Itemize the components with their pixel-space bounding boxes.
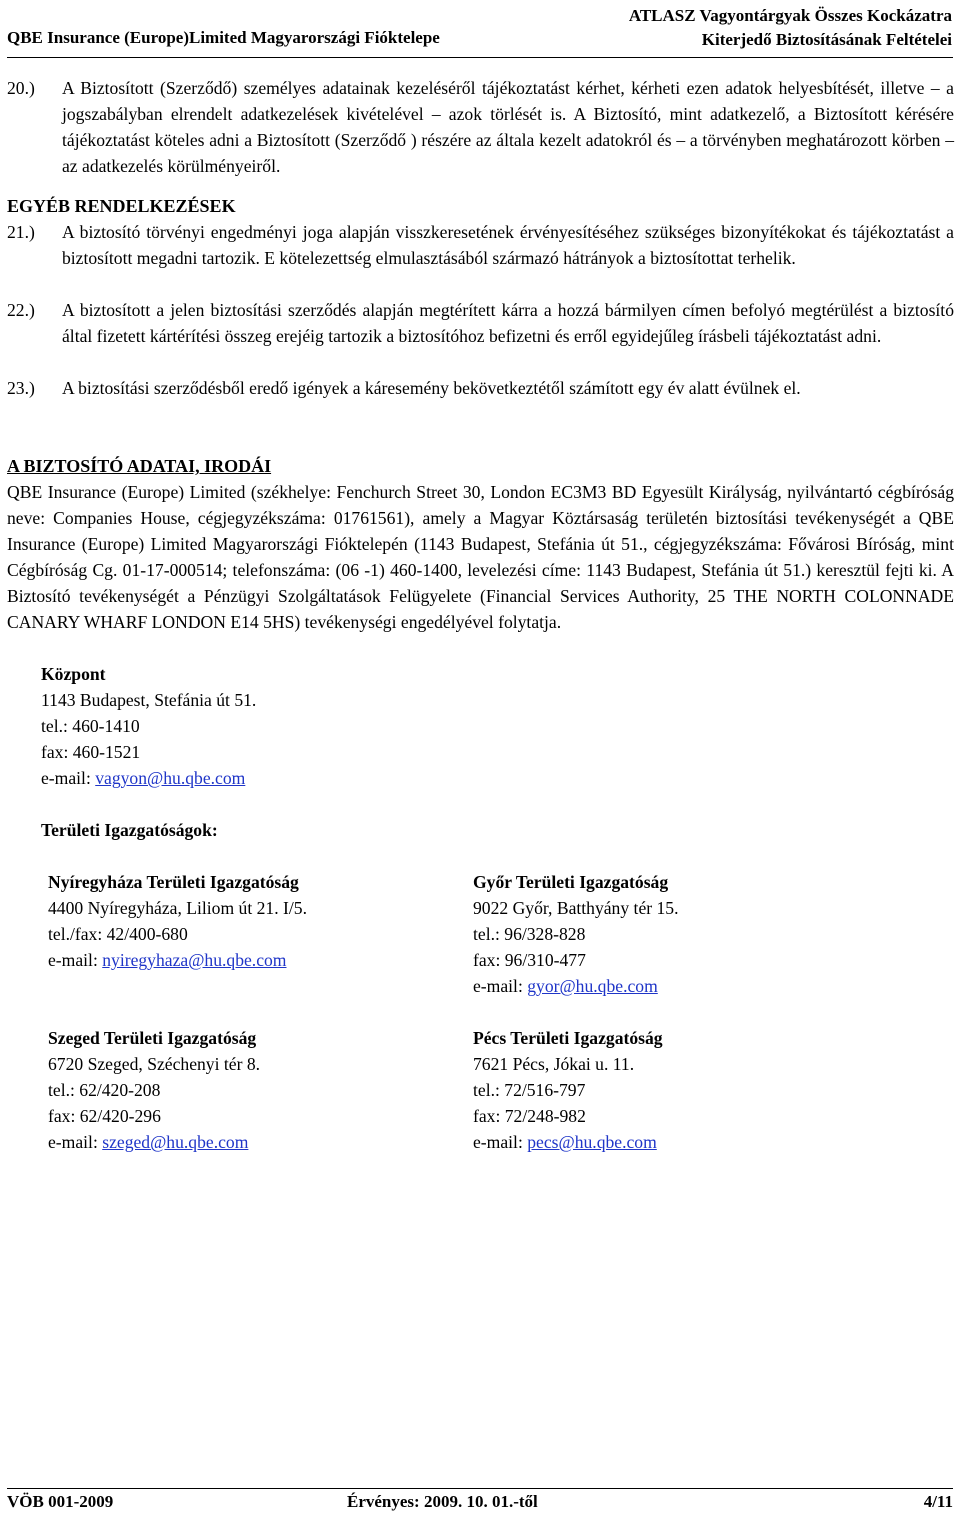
office-gyor: [473, 869, 898, 999]
office-email-line: [48, 947, 473, 973]
header-divider: [7, 57, 953, 58]
office-title: Győr Területi Igazgatóság: [473, 872, 669, 892]
central-office-block: [41, 661, 954, 843]
regional-offices-title: Területi Igazgatóságok:: [41, 820, 218, 840]
central-office-email-link[interactable]: vagyon@hu.qbe.com: [95, 768, 246, 788]
central-office-address: 1143 Budapest, Stefánia út 51.: [41, 690, 257, 710]
office-email-link[interactable]: gyor@hu.qbe.com: [527, 976, 658, 996]
paragraph-23: [7, 375, 954, 401]
office-address: 6720 Szeged, Széchenyi tér 8.: [48, 1054, 261, 1074]
email-label: e-mail:: [41, 768, 96, 788]
paragraph-number: 20.): [7, 78, 35, 98]
page-content: [7, 75, 954, 1155]
footer-valid-from: Érvényes: 2009. 10. 01.-től: [347, 1492, 538, 1511]
office-email-line: [473, 973, 898, 999]
footer-document-code: VÖB 001-2009: [7, 1492, 114, 1511]
email-label: e-mail:: [473, 976, 528, 996]
office-email-link[interactable]: szeged@hu.qbe.com: [102, 1132, 249, 1152]
paragraph-20: [7, 75, 954, 179]
footer-page-number: 4/11: [923, 1492, 953, 1511]
central-office-fax: fax: 460-1521: [41, 742, 141, 762]
paragraph-number: 22.): [7, 300, 35, 320]
paragraph-text: A Biztosított (Szerződő) személyes adatainak kezeléséről tájékoztatást kérhet, kérheti ezen adatok helyesbítését, illetve – a jogszabályban elrendelt adatkezelések kivételével – azok törlését is. A Biztosító, mint adatkezelő, a Biztosított kérésére tájékoztatást köteles adni a Biztosított (Szerződő ) részére az általa kezelt adatokról és – a törvényben meghatározott körben – az adatkezelés körülményeiről.: [62, 78, 954, 176]
regional-offices-row-2: [48, 1025, 954, 1155]
office-tel: tel.: 96/328-828: [473, 924, 586, 944]
office-tel: tel.: 62/420-208: [48, 1080, 161, 1100]
central-office-email-line: [41, 765, 954, 791]
header-title-line1: ATLASZ Vagyontárgyak Összes Kockázatra: [628, 6, 952, 25]
footer-divider: [7, 1488, 953, 1489]
paragraph-text: A biztosító törvényi engedményi joga alapján visszkeresetének érvényesítéséhez szükséges bizonyítékokat és tájékoztatást a biztosított megadni tartozik. E kötelezettség elmulasztásából származó hátrányok a biztosítottat terhelik.: [62, 222, 954, 268]
paragraph-number: 23.): [7, 378, 35, 398]
office-email-link[interactable]: pecs@hu.qbe.com: [527, 1132, 657, 1152]
insurer-description: QBE Insurance (Europe) Limited (székhelye: Fenchurch Street 30, London EC3M3 BD Egyesült Királyság, nyilvántartó cégbíróság neve: Companies House, cégjegyzékszáma: 01761561), amely a Magyar Köztársaság területén biztosítási tevékenységét a QBE Insurance (Europe) Limited Magyarországi Fióktelepén (1143 Budapest, Stefánia út 51., cégjegyzékszáma: Fővárosi Bíróság, mint Cégbíróság Cg. 01-17-000514; telefonszáma: (06 -1) 460-1400, levelezési címe: 1143 Budapest, Stefánia út 51.) keresztül fejti ki. A Biztosító tevékenységét a Pénzügyi Szolgáltatások Felügyelete (Financial Services Authority, 25 THE NORTH COLONNADE CANARY WHARF LONDON E14 5HS) tevékenységi engedélyével folytatja.: [7, 482, 954, 632]
header-title-line2: Kiterjedő Biztosításának Feltételei: [701, 30, 952, 49]
header-document-title: [629, 4, 952, 52]
regional-offices-row-1: [48, 869, 954, 999]
office-address: 7621 Pécs, Jókai u. 11.: [473, 1054, 635, 1074]
email-label: e-mail:: [473, 1132, 528, 1152]
office-title: Szeged Területi Igazgatóság: [48, 1028, 257, 1048]
office-email-link[interactable]: nyiregyhaza@hu.qbe.com: [102, 950, 287, 970]
office-address: 4400 Nyíregyháza, Liliom út 21. I/5.: [48, 898, 307, 918]
office-title: Pécs Területi Igazgatóság: [473, 1028, 663, 1048]
office-fax: fax: 72/248-982: [473, 1106, 586, 1126]
paragraph-21: [7, 219, 954, 271]
paragraph-number: 21.): [7, 222, 35, 242]
office-title: Nyíregyháza Területi Igazgatóság: [48, 872, 299, 892]
office-szeged: [48, 1025, 473, 1155]
office-fax: fax: 62/420-296: [48, 1106, 161, 1126]
office-nyiregyhaza: [48, 869, 473, 999]
office-fax: fax: 96/310-477: [473, 950, 586, 970]
office-pecs: [473, 1025, 898, 1155]
paragraph-22: [7, 297, 954, 349]
office-email-line: [473, 1129, 898, 1155]
central-office-tel: tel.: 460-1410: [41, 716, 140, 736]
section-title-other-provisions: EGYÉB RENDELKEZÉSEK: [7, 196, 236, 216]
email-label: e-mail:: [48, 1132, 103, 1152]
paragraph-text: A biztosítási szerződésből eredő igények a káresemény bekövetkeztétől számított egy év alatt évülnek el.: [62, 378, 801, 398]
email-label: e-mail:: [48, 950, 103, 970]
office-tel: tel.: 72/516-797: [473, 1080, 586, 1100]
office-email-line: [48, 1129, 473, 1155]
central-office-title: Központ: [41, 664, 106, 684]
paragraph-text: A biztosított a jelen biztosítási szerződés alapján megtérített kárra a hozzá bármilyen címen befolyó megtérülést a biztosító által fizetett kártérítési összeg erejéig tartozik a biztosítóhoz befizetni és erről egyidejűleg írásbeli tájékoztatást adni.: [62, 300, 954, 346]
office-telfax: tel./fax: 42/400-680: [48, 924, 188, 944]
header-company: QBE Insurance (Europe)Limited Magyarországi Fióktelepe: [7, 28, 440, 47]
section-title-insurer-data: A BIZTOSÍTÓ ADATAI, IRODÁI: [7, 456, 272, 476]
office-address: 9022 Győr, Batthyány tér 15.: [473, 898, 679, 918]
